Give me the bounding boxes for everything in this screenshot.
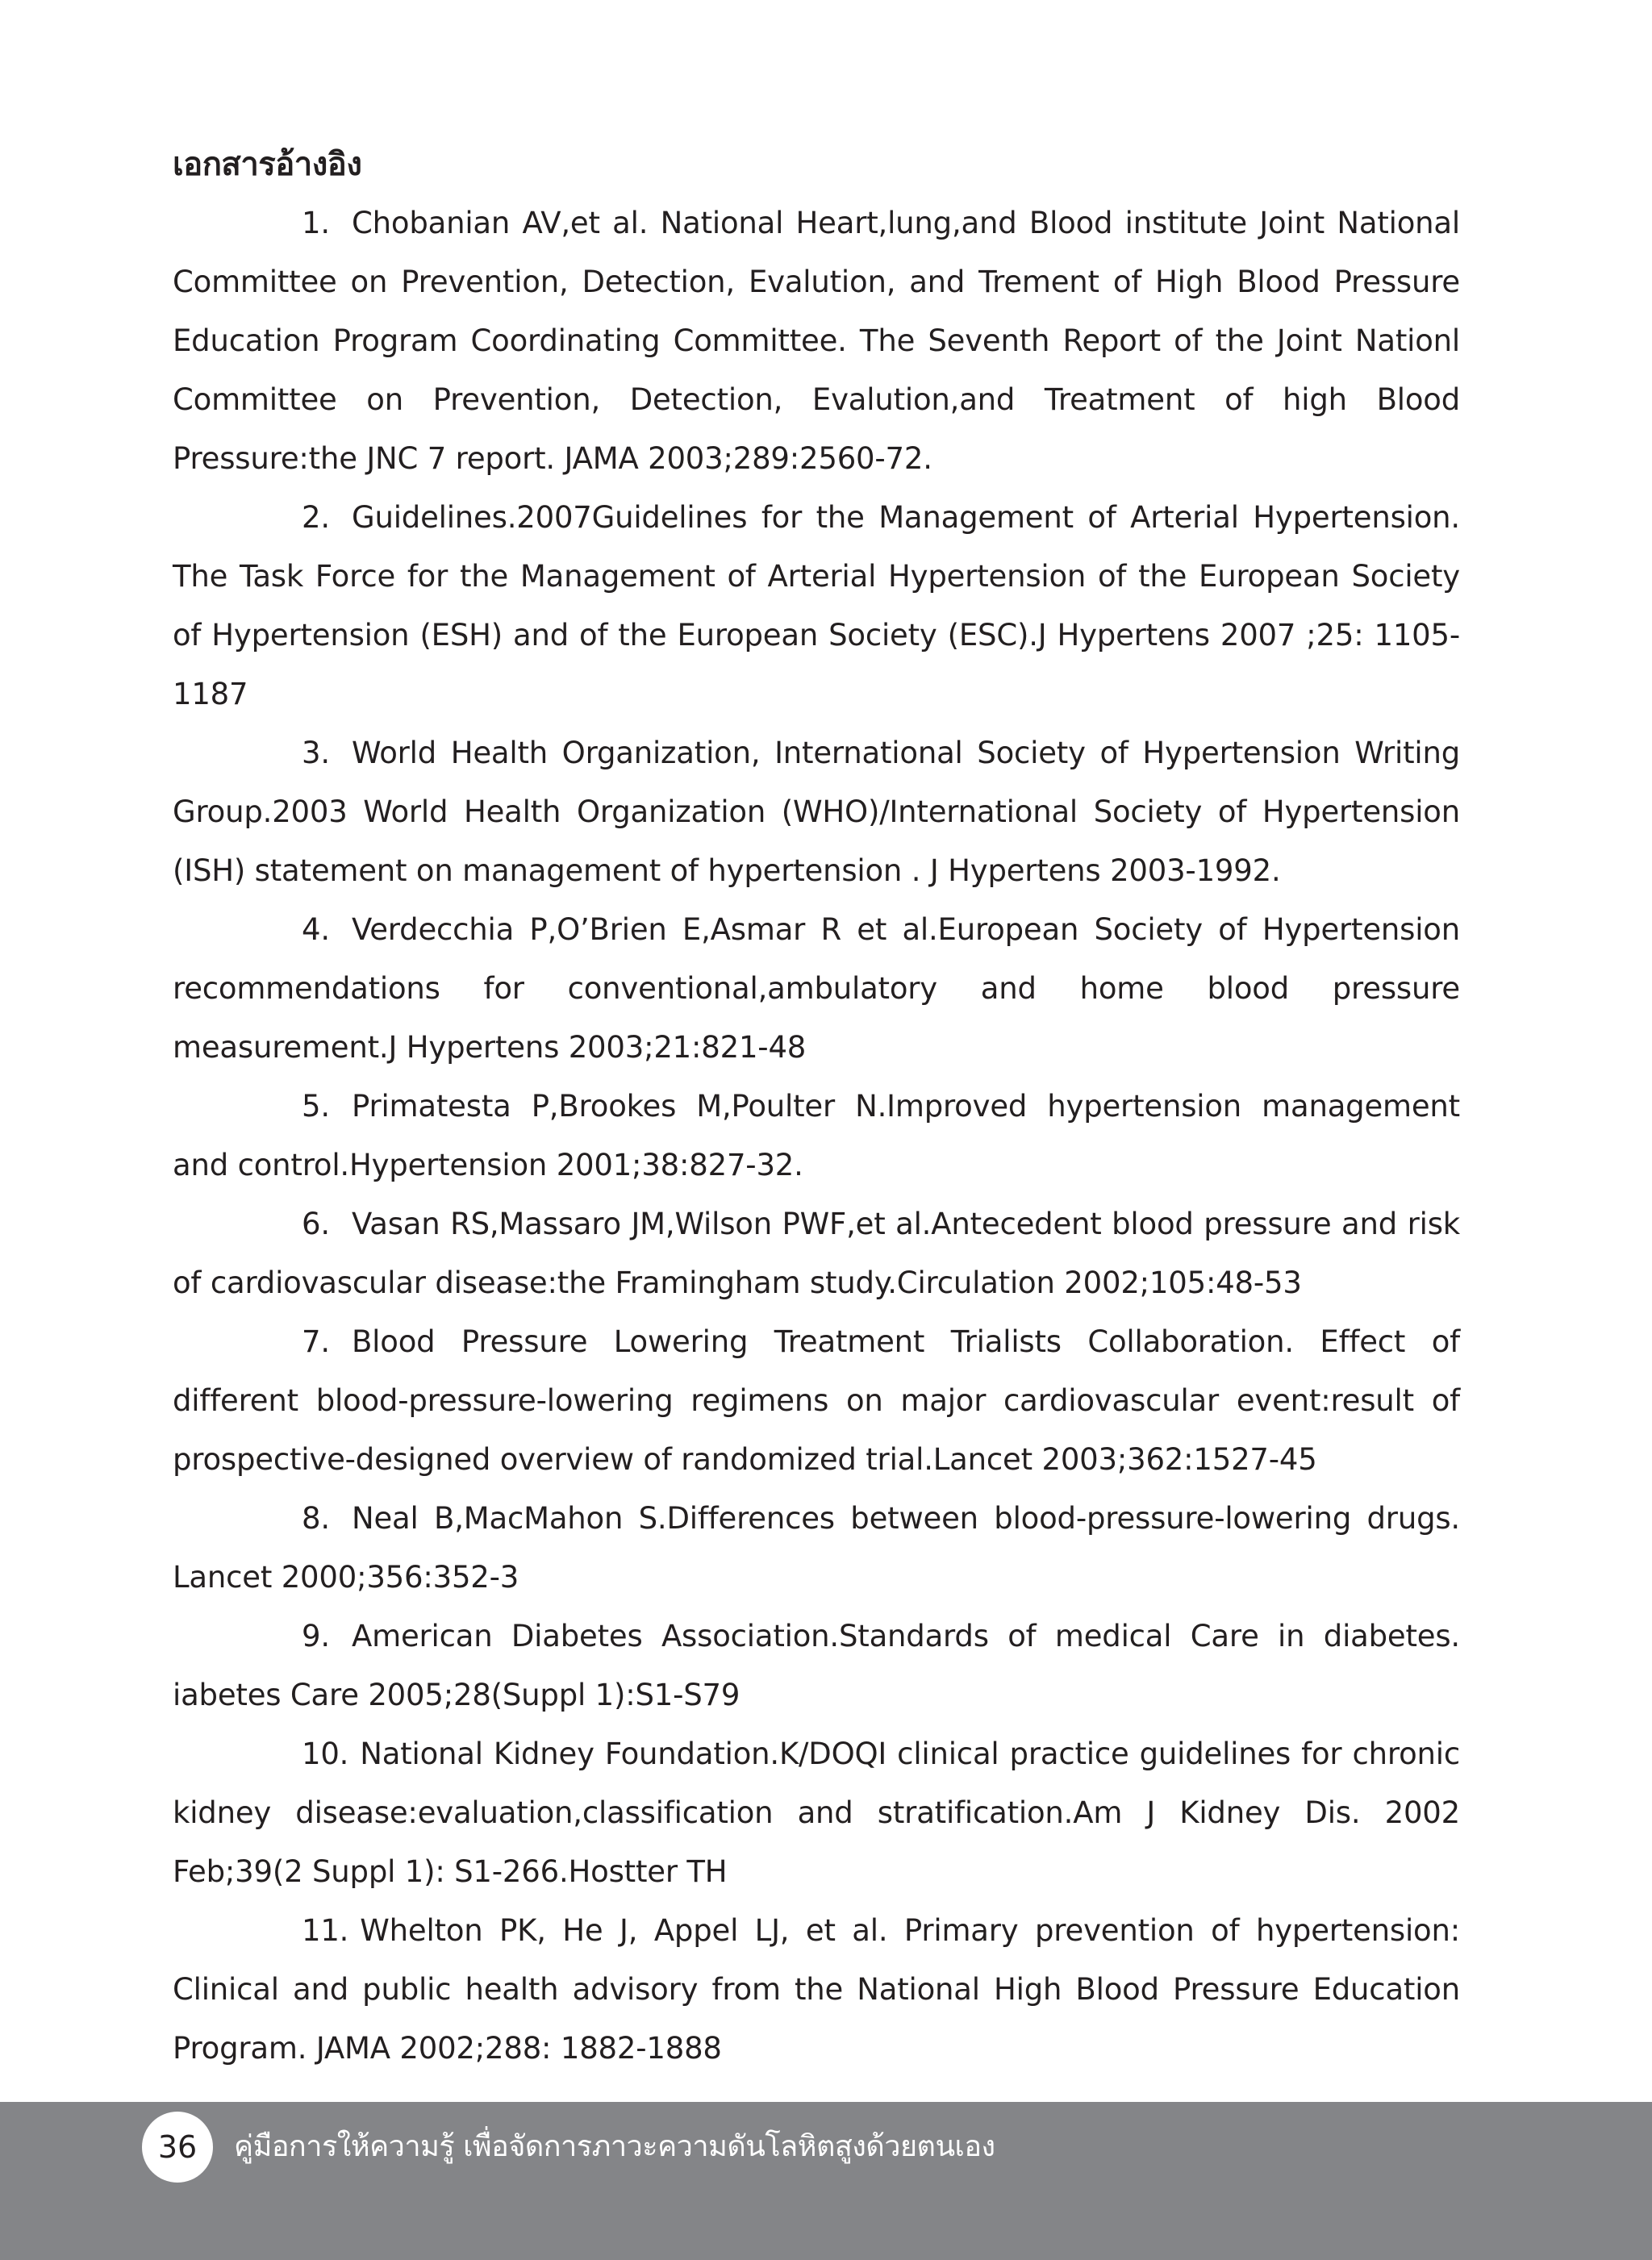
references-heading: เอกสารอ้างอิง <box>173 146 362 183</box>
reference-number: 2. <box>302 500 330 535</box>
footer-title: คู่มือการให้ความรู้ เพื่อจัดการภาวะความดันโลหิตสูงด้วยตนเอง <box>234 2130 995 2163</box>
reference-item <box>173 1901 1460 2078</box>
reference-item <box>173 488 1460 723</box>
reference-text: Verdecchia P,O’Brien E,Asmar R et al.European Society of Hypertension recommendations for conventional,ambulatory and home blood pressure measurement.J Hypertens 2003;21:821-48 <box>173 912 1460 1065</box>
reference-text: Vasan RS,Massaro JM,Wilson PWF,et al.Antecedent blood pressure and risk of cardiovascular disease:the Framingham study.Circulation 2002;105:48-53 <box>173 1207 1460 1300</box>
reference-number: 1. <box>302 206 330 240</box>
reference-text: Guidelines.2007Guidelines for the Management of Arterial Hypertension. The Task Force for the Management of Arterial Hypertension of the European Society of Hypertension (ESH) and of the European Society (ESC).J Hypertens 2007 ;25: 1105-1187 <box>173 500 1460 711</box>
reference-item <box>173 1195 1460 1312</box>
reference-text: Chobanian AV,et al. National Heart,lung,and Blood institute Joint National Committee on Prevention, Detection, Evalution, and Trement of High Blood Pressure Education Program Coordinating Committee. The Seventh Report of the Joint Nationl Committee on Prevention, Detection, Evalution,and Treatment of high Blood Pressure:the JNC 7 report. JAMA 2003;289:2560-72. <box>173 206 1460 476</box>
reference-item <box>173 1607 1460 1724</box>
reference-number: 3. <box>302 736 330 770</box>
reference-text: Primatesta P,Brookes M,Poulter N.Improved hypertension management and control.Hypertension 2001;38:827-32. <box>173 1089 1460 1182</box>
page-content <box>173 136 1460 2078</box>
page-number: 36 <box>157 2129 198 2165</box>
reference-item <box>173 1077 1460 1195</box>
reference-item <box>173 194 1460 488</box>
reference-number: 4. <box>302 912 330 947</box>
reference-number: 5. <box>302 1089 330 1124</box>
reference-text: Whelton PK, He J, Appel LJ, et al. Primary prevention of hypertension: Clinical and public health advisory from the National High Blood Pressure Education Program. JAMA 2002;288: 1882-1888 <box>173 1913 1460 2066</box>
page-number-badge <box>142 2112 213 2183</box>
reference-text: World Health Organization, International Society of Hypertension Writing Group.2003 World Health Organization (WHO)/International Society of Hypertension (ISH) statement on management of hypertension . J Hypertens 2003-1992. <box>173 736 1460 888</box>
reference-text: Blood Pressure Lowering Treatment Trialists Collaboration. Effect of different blood-pressure-lowering regimens on major cardiovascular event:result of prospective-designed overview of randomized trial.Lancet 2003;362:1527-45 <box>173 1324 1460 1477</box>
reference-text: American Diabetes Association.Standards of medical Care in diabetes. iabetes Care 2005;28(Suppl 1):S1-S79 <box>173 1619 1460 1712</box>
reference-text: National Kidney Foundation.K/DOQI clinical practice guidelines for chronic kidney disease:evaluation,classification and stratification.Am J Kidney Dis. 2002 Feb;39(2 Suppl 1): S1-266.Hostter TH <box>173 1737 1460 1889</box>
reference-item <box>173 900 1460 1077</box>
reference-number: 11. <box>302 1913 349 1948</box>
reference-number: 8. <box>302 1501 330 1536</box>
reference-item <box>173 1724 1460 1901</box>
reference-number: 10. <box>302 1737 349 1771</box>
reference-number: 7. <box>302 1324 330 1359</box>
reference-item <box>173 723 1460 900</box>
reference-number: 6. <box>302 1207 330 1241</box>
reference-text: Neal B,MacMahon S.Differences between blood-pressure-lowering drugs. Lancet 2000;356:352-3 <box>173 1501 1460 1595</box>
reference-item <box>173 1489 1460 1607</box>
reference-number: 9. <box>302 1619 330 1653</box>
reference-item <box>173 1312 1460 1489</box>
reference-list <box>173 194 1460 2078</box>
